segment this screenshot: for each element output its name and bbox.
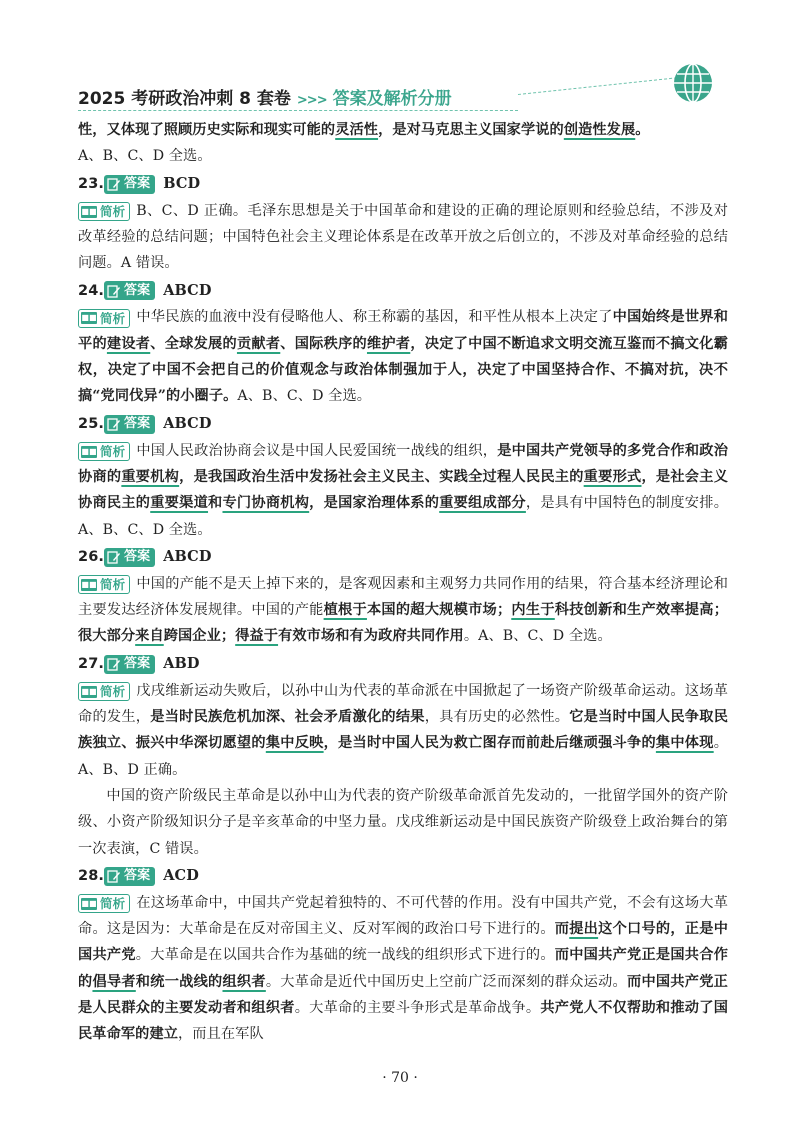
answer-tag [104, 281, 155, 300]
analysis-text: ，而且在军队 [178, 1026, 264, 1043]
analysis-bold: 和 [208, 495, 223, 512]
question-25-analysis [78, 438, 728, 543]
question-27-analysis-p2: 中国的资产阶级民主革命是以孙中山为代表的资产阶级革命派首先发动的，一批留学国外的资产阶级、小资产阶级知识分子是辛亥革命的中坚力量。戊戌维新运动是中国民族资产阶级登上政治舞台的第一次表演，C 错误。 [78, 787, 728, 857]
analysis-bold: 它是当时中国人民争取民族独立、振兴中华深切愿望的 [78, 709, 728, 752]
analysis-key: 贡献者 [236, 335, 281, 352]
analysis-bold: 科技创新和生产效率提高；很大部分 [78, 602, 728, 645]
analysis-tag [78, 682, 130, 701]
intro-key-1: 灵活性 [335, 122, 379, 138]
pencil-note-icon [107, 550, 121, 564]
analysis-text: 中华民族的血液中没有侵略他人、称王称霸的基因，和平性从根本上决定了 [136, 309, 613, 326]
question-23-analysis [78, 198, 728, 277]
analysis-key: 集中体现 [655, 735, 714, 752]
analysis-bold: 本国的超大规模市场； [366, 602, 512, 619]
analysis-key: 维护者 [366, 335, 411, 352]
analysis-key: 集中反映 [265, 735, 324, 752]
analysis-text: 。A、B、C、D 全选。 [463, 628, 612, 645]
question-number: 26. [78, 549, 104, 566]
analysis-label: 简析 [100, 444, 126, 460]
analysis-text: 戊戌维新运动失败后，以孙中山为代表的革命派在中国掀起了一场资产阶级革命运动。这场革命的发生， [78, 682, 728, 726]
header-title [78, 84, 452, 109]
analysis-bold: 是中国共产党领导的多党合作和政治协商的 [78, 442, 728, 485]
analysis-bold: 而中国共产党正是国共合作的 [78, 947, 728, 990]
intro-paragraph [78, 117, 728, 143]
header-arrows: >>> [296, 93, 327, 108]
pencil-note-icon [107, 869, 121, 883]
analysis-tag [78, 202, 130, 221]
analysis-key: 重要形式 [583, 468, 642, 485]
analysis-bold: 这个口号的，正是中国共产党 [78, 921, 728, 964]
book-icon: ■■ [81, 313, 97, 323]
analysis-text: 在这场革命中，中国共产党起着独特的、不可代替的作用。没有中国共产党，不会有这场大革命。这是因为：大革命是在反对帝国主义、反对军阀的政治口号下进行的。 [78, 894, 728, 938]
analysis-bold: 共产党人不仅帮助和推动了国民革命军的建立 [78, 1000, 728, 1043]
question-number: 25. [78, 416, 104, 433]
answer-label: 答案 [124, 656, 151, 672]
analysis-bold: 和统一战线的 [135, 973, 223, 990]
analysis-text: 。A、B、D 正确。 [78, 735, 728, 778]
analysis-label: 简析 [100, 204, 126, 220]
analysis-bold: 而 [554, 921, 570, 938]
page-header [78, 72, 728, 112]
analysis-tag [78, 442, 130, 461]
book-icon: ■■ [81, 206, 97, 216]
question-24-answer [78, 277, 728, 304]
analysis-key: 提出 [569, 921, 599, 938]
analysis-key: 植根于 [323, 602, 367, 619]
analysis-key: 重要机构 [121, 468, 180, 485]
question-27-analysis [78, 678, 728, 783]
book-icon: ■■ [81, 686, 97, 696]
analysis-key: 内生于 [511, 602, 555, 619]
answer-value: ABD [163, 655, 200, 673]
analysis-key: 建设者 [106, 335, 151, 352]
book-icon: ■■ [81, 898, 97, 908]
answer-tag [104, 175, 155, 194]
answer-tag [104, 415, 155, 434]
analysis-bold: 中国始终是世界和平的 [78, 309, 728, 352]
answer-tag [104, 655, 155, 674]
analysis-text: 中国的产能不是天上掉下来的，是客观因素和主观努力共同作用的结果，符合基本经济理论和主要发达经济体发展规律。中国的产能 [78, 575, 728, 619]
intro-text-1: 性，又体现了照顾历史实际和现实可能的 [78, 122, 336, 138]
question-28-analysis [78, 890, 728, 1048]
analysis-key: 倡导者 [92, 973, 136, 990]
analysis-bold: ，是我国政治生活中发扬社会主义民主、实践全过程人民民主的 [179, 468, 584, 485]
analysis-key: 重要渠道 [150, 495, 209, 512]
pencil-note-icon [107, 417, 121, 431]
answer-label: 答案 [124, 549, 151, 565]
analysis-label: 简析 [100, 577, 126, 593]
question-24-analysis [78, 304, 728, 409]
answer-label: 答案 [124, 868, 151, 884]
book-icon: ■■ [81, 446, 97, 456]
analysis-key: 组织者 [222, 973, 266, 990]
analysis-bold: ，是当时中国人民为救亡图存而前赴后继顽强斗争的 [323, 735, 656, 752]
header-subtitle: 答案及解析分册 [332, 89, 452, 109]
question-number: 23. [78, 175, 104, 192]
analysis-bold: 跨国企业； [163, 628, 236, 645]
analysis-text: 中国人民政治协商会议是中国人民爱国统一战线的组织， [136, 442, 498, 459]
analysis-bold: 而中国共产党正是人民群众的主要发动者和组织者 [78, 973, 728, 1017]
question-number: 27. [78, 656, 104, 673]
analysis-bold: ，是国家治理体系的 [309, 495, 440, 512]
analysis-tag [78, 575, 130, 594]
header-divider [78, 110, 518, 111]
answer-tag [104, 548, 155, 567]
header-divider-slant [518, 77, 677, 95]
analysis-key: 专门协商机构 [222, 495, 310, 512]
question-25-answer [78, 411, 728, 438]
question-26-answer [78, 544, 728, 571]
analysis-tag [78, 309, 130, 328]
question-number: 24. [78, 282, 104, 299]
answer-content [78, 117, 728, 1048]
question-number: 28. [78, 868, 104, 885]
analysis-label: 简析 [100, 896, 126, 912]
answer-label: 答案 [124, 416, 151, 432]
analysis-key: 重要组成部分 [439, 495, 526, 512]
intro-key-2: 创造性发展 [563, 122, 636, 138]
analysis-text: A、B、C、D 全选。 [237, 388, 372, 405]
answer-value: ABCD [163, 548, 212, 566]
analysis-bold: 是当时民族危机加深、社会矛盾激化的结果 [150, 709, 425, 726]
answer-label: 答案 [124, 175, 151, 191]
answer-value: ABCD [163, 415, 212, 433]
book-icon: ■■ [81, 579, 97, 589]
answer-value: ACD [163, 867, 199, 885]
question-27-answer [78, 651, 728, 678]
analysis-bold: 、国际秩序的 [280, 335, 367, 352]
analysis-label: 简析 [100, 310, 126, 326]
book-title: 2025 考研政治冲刺 8 套卷 [78, 89, 291, 109]
analysis-bold: ，是社会主义协商民主的 [78, 468, 728, 512]
intro-tail: A、B、C、D 全选。 [78, 148, 212, 165]
analysis-tag [78, 894, 130, 913]
pencil-note-icon [107, 177, 121, 191]
analysis-text: ，具有历史的必然性。 [424, 709, 570, 726]
analysis-bold: 、全球发展的 [150, 335, 237, 352]
globe-icon [672, 62, 714, 104]
pencil-note-icon [107, 284, 121, 298]
question-28-answer [78, 863, 728, 890]
answer-label: 答案 [124, 282, 151, 298]
analysis-key: 得益于 [235, 628, 279, 645]
analysis-label: 简析 [100, 684, 126, 700]
analysis-text: 。大革命是近代中国历史上空前广泛而深刻的群众运动。 [265, 973, 627, 990]
page-number: · 70 · [382, 1070, 418, 1086]
pencil-note-icon [107, 657, 121, 671]
analysis-text: ，是具有中国特色的制度安排。A、B、C、D 全选。 [78, 495, 728, 538]
analysis-text: 。大革命是在以国共合作为基础的统一战线的组织形式下进行的。 [135, 947, 555, 964]
analysis-text: 。大革命的主要斗争形式是革命战争。 [294, 1000, 541, 1017]
answer-value: BCD [163, 174, 201, 192]
analysis-key: 来自 [135, 628, 164, 645]
intro-text-2: ，是对马克思主义国家学说的 [378, 122, 564, 138]
answer-tag [104, 867, 155, 886]
analysis-text: B、C、D 正确。毛泽东思想是关于中国革命和建设的正确的理论原则和经验总结，不涉及对改革经验的总结问题；中国特色社会主义理论体系是在改革开放之后创立的，不涉及对革命经验的总结问题。A 错误。 [78, 202, 728, 272]
analysis-bold: ，决定了中国不断追求文明交流互鉴而不搞文化霸权，决定了中国不会把自己的价值观念与政治体制强加于人，决定了中国坚持合作、不搞对抗，决不搞“党同伐异”的小圈子。 [78, 335, 728, 405]
intro-text-3: 。 [635, 122, 650, 138]
question-26-analysis [78, 571, 728, 650]
analysis-bold: 有效市场和有为政府共同作用 [278, 628, 464, 645]
question-23-answer [78, 171, 728, 198]
answer-value: ABCD [163, 281, 212, 299]
